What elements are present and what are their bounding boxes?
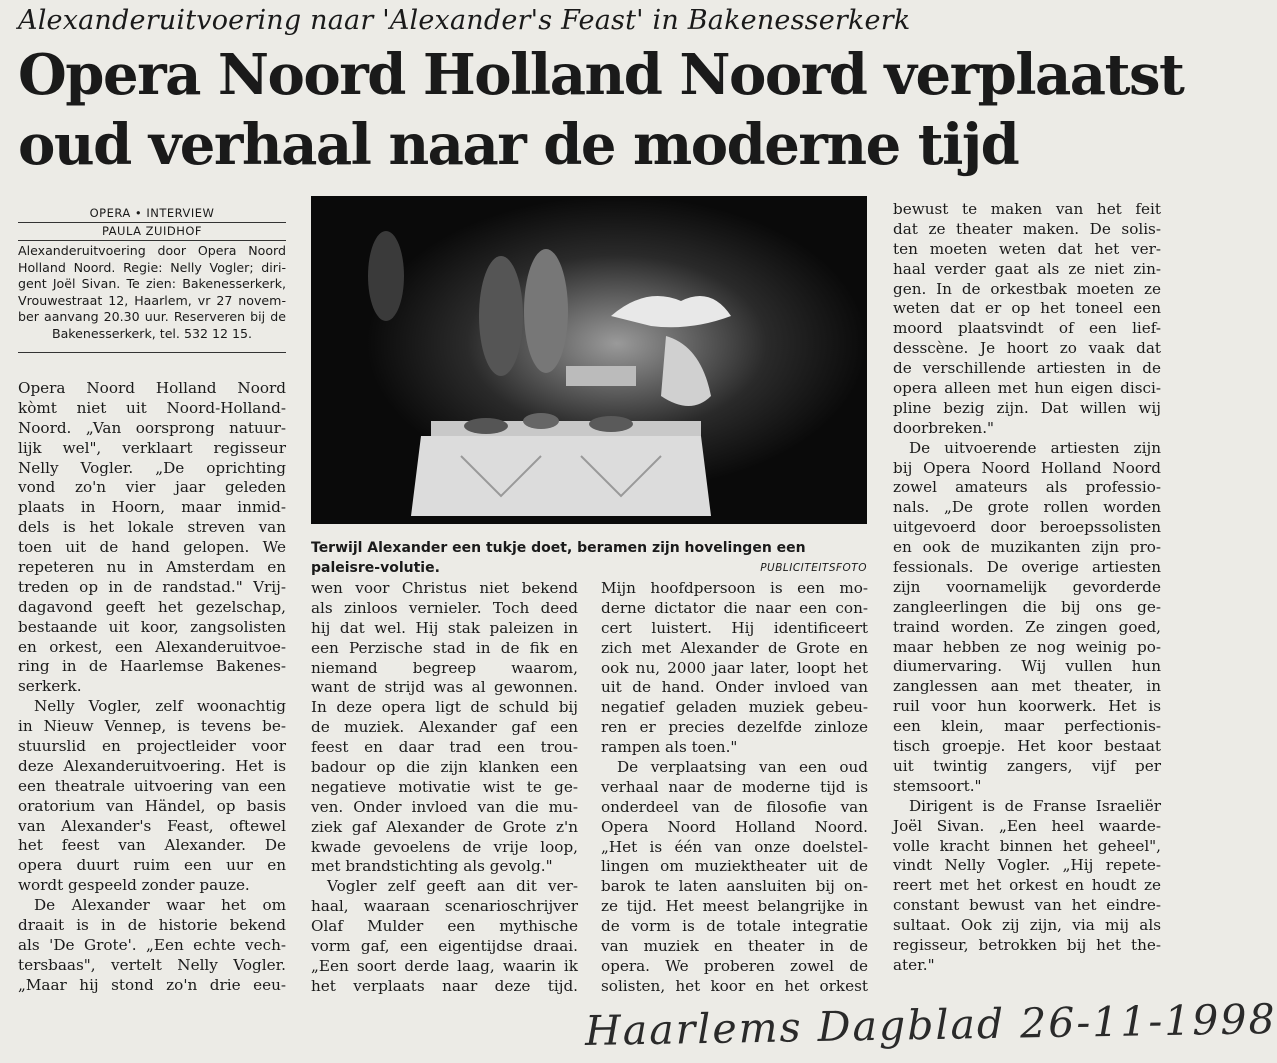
text-line: haal, waaraan scenarioschrijver (311, 897, 578, 916)
text-line: Nelly Vogler, zelf woonachtig (34, 697, 286, 716)
text-line: verhaal naar de moderne tijd is (601, 777, 868, 796)
text-line: De Alexander waar het om (34, 896, 286, 915)
text-line: ziek gaf Alexander de Grote z'n (311, 817, 578, 836)
text-line: solisten, het koor en het orkest (601, 976, 868, 995)
text-line: nals. „De grote rollen worden (893, 498, 1161, 517)
text-line: toen uit de hand gelopen. We (18, 538, 286, 557)
text-line: rampen als toen." (601, 738, 738, 757)
text-line: bewust te maken van het feit (893, 200, 1161, 218)
text-line: fessionals. De overige artiesten (893, 558, 1161, 577)
text-line: plaats in Hoorn, maar inmid- (18, 498, 286, 517)
article-column-2 (311, 579, 578, 997)
info-line: Alexanderuitvoering door Opera Noord (18, 243, 286, 258)
text-line: het feest van Alexander. De (18, 836, 286, 855)
text-line: dagavond geeft het gezelschap, (18, 597, 286, 616)
text-line: want de strijd was al gewonnen. (311, 678, 578, 697)
text-line: zowel amateurs als professio- (893, 478, 1161, 497)
text-line: treden op in de randstad." Vrij- (18, 577, 286, 596)
headline-line-1: Opera Noord Holland Noord verplaatst (18, 42, 1184, 108)
article-column-3 (601, 579, 868, 997)
text-line: en orkest, een Alexanderuitvoe- (18, 637, 286, 656)
handwritten-source-note: Haarlems Dagblad 26-11-1998 (584, 994, 1277, 1056)
text-line: De verplaatsing van een oud (617, 758, 868, 777)
text-line: „Het is één van onze doelstel- (601, 837, 868, 856)
text-line: ook nu, 2000 jaar later, loopt het (601, 658, 868, 677)
kicker-line: Alexanderuitvoering naar 'Alexander's Feast' in Bakenesserkerk (18, 5, 911, 36)
text-line: wen voor Christus niet bekend (311, 579, 578, 597)
text-line: kòmt niet uit Noord-Holland- (18, 398, 286, 417)
infobox-top-divider (18, 240, 286, 241)
text-line: Nelly Vogler. „De oprichting (18, 458, 286, 477)
text-line: dels is het lokale streven van (18, 518, 286, 537)
text-line: bestaande uit koor, zangsolisten (18, 617, 286, 636)
info-box (18, 243, 286, 342)
text-line: ruil voor hun koorwerk. Het is (893, 697, 1161, 716)
text-line: oratorium van Händel, op basis (18, 796, 286, 815)
article-column-4 (893, 200, 1161, 976)
text-line: ater." (893, 955, 935, 974)
text-line: repeteren nu in Amsterdam en (18, 558, 286, 577)
text-line: regisseur, betrokken bij het the- (893, 935, 1161, 954)
text-line: reert met het orkest en houdt ze (893, 876, 1161, 895)
text-line: serkerk. (18, 677, 82, 696)
text-line: opera duurt ruim een uur en (18, 856, 286, 875)
text-line: constant bewust van het eindre- (893, 896, 1161, 915)
text-line: pline bezig zijn. Dat willen wij (893, 398, 1161, 417)
text-line: stuurslid en projectleider voor (18, 737, 286, 756)
text-line: ren er precies dezelfde zinloze (601, 718, 868, 737)
text-line: lingen om muziektheater uit de (601, 857, 868, 876)
text-line: negatieve motivatie wist te ge- (311, 777, 578, 796)
text-line: derne dictator die naar een con- (601, 598, 868, 617)
text-line: ten moeten weten dat het ver- (893, 239, 1161, 258)
text-line: badour op die zijn klanken een (311, 758, 578, 777)
text-line: Opera Noord Holland Noord. (601, 817, 868, 836)
text-line: kwade gevoelens de vrije loop, (311, 837, 578, 856)
text-line: diumervaring. Wij vullen hun (893, 657, 1161, 676)
text-line: draait is in de historie bekend (18, 916, 286, 935)
photo-caption: Terwijl Alexander een tukje doet, beramen zijn hovelingen een paleisre-volutie. (311, 540, 806, 576)
text-line: Olaf Mulder een mythische (311, 917, 578, 936)
text-line: vindt Nelly Vogler. „Hij repete- (893, 856, 1161, 875)
text-line: in Nieuw Vennep, is tevens be- (18, 717, 286, 736)
text-line: doorbreken." (893, 418, 995, 437)
credit-divider (18, 222, 286, 223)
article-column-1 (18, 379, 286, 996)
text-line: feest en daar trad een trou- (311, 738, 578, 757)
info-line: Vrouwestraat 12, Haarlem, vr 27 novem- (18, 292, 286, 308)
text-line: tersbaas", vertelt Nelly Vogler. (18, 955, 286, 974)
stage-photo (311, 196, 867, 524)
text-line: de verschillende artiesten in de (893, 359, 1161, 378)
text-line: Opera Noord Holland Noord (18, 379, 286, 397)
text-line: Vogler zelf geeft aan dit ver- (327, 877, 578, 896)
text-line: stemsoort." (893, 776, 982, 795)
text-line: ring in de Haarlemse Bakenes- (18, 657, 286, 676)
text-line: een klein, maar perfectionis- (893, 717, 1161, 736)
text-line: traind worden. Ze zingen goed, (893, 617, 1161, 636)
info-line: Holland Noord. Regie: Nelly Vogler; diri- (18, 259, 286, 275)
text-line: Noord. „Van oorsprong natuur- (18, 418, 286, 437)
author-byline: PAULA ZUIDHOF (101, 224, 203, 238)
text-line: „Een soort derde laag, waarin ik (311, 956, 578, 975)
text-line: zanglessen aan met theater, in (893, 677, 1161, 696)
text-line: barok te laten aansluiten bij on- (601, 877, 868, 896)
text-line: wordt gespeeld zonder pauze. (18, 876, 250, 895)
text-line: van muziek en theater in de (601, 937, 868, 956)
text-line: Joël Sivan. „Een heel waarde- (893, 816, 1161, 835)
text-line: haal verder gaat als ze niet zin- (893, 259, 1161, 278)
text-line: als 'De Grote'. „Een echte vech- (18, 935, 286, 954)
text-line: uit de hand. Onder invloed van (601, 678, 868, 697)
infobox-bottom-divider (18, 352, 286, 353)
text-line: een theatrale uitvoering van een (18, 776, 286, 795)
text-line: sultaat. Ook zij zijn, via mij als (893, 916, 1161, 935)
text-line: niemand begreep waarom, (311, 658, 578, 677)
photo-credit: PUBLICITEITSFOTO (760, 562, 867, 574)
text-line: vorm gaf, een eigentijdse draai. (311, 937, 578, 956)
text-line: zangleerlingen die bij ons ge- (893, 597, 1161, 616)
text-line: desscène. Je hoort zo vaak dat (893, 339, 1161, 358)
info-line: Bakenesserkerk, tel. 532 12 15. (51, 325, 253, 341)
text-line: de muziek. Alexander gaf een (311, 718, 578, 737)
text-line: Mijn hoofdpersoon is een mo- (601, 579, 868, 597)
text-line: het verplaats naar deze tijd. (311, 976, 578, 995)
text-line: als zinloos vernieler. Toch deed (311, 598, 578, 617)
text-line: deze Alexanderuitvoering. Het is (18, 756, 286, 775)
text-line: negatief geladen muziek gebeu- (601, 698, 868, 717)
section-label: OPERA • INTERVIEW (89, 206, 215, 220)
text-line: bij Opera Noord Holland Noord (893, 458, 1161, 477)
text-line: zijn voornamelijk gevorderde (893, 577, 1161, 596)
text-line: In deze opera ligt de schuld bij (311, 698, 578, 717)
text-line: en ook de muzikanten zijn pro- (893, 538, 1161, 557)
text-line: de vorm is de totale integratie (601, 917, 868, 936)
text-line: weten dat er op het toneel een (893, 299, 1161, 318)
text-line: tisch groepje. Het koor bestaat (893, 737, 1161, 756)
text-line: ze tijd. Het meest belangrijke in (601, 897, 868, 916)
text-line: gen. In de orkestbak moeten ze (893, 279, 1161, 298)
text-line: ven. Onder invloed van die mu- (311, 797, 578, 816)
text-line: opera. We proberen zowel de (601, 956, 868, 975)
text-line: zich met Alexander de Grote en (601, 638, 868, 657)
info-line: gent Joël Sivan. Te zien: Bakenesserkerk, (18, 276, 286, 291)
text-line: van Alexander's Feast, oftewel (18, 816, 286, 835)
headline (18, 40, 1184, 180)
text-line: vond zo'n vier jaar geleden (18, 478, 286, 497)
text-line: met brandstichting als gevolg." (311, 857, 553, 876)
text-line: een Perzische stad in de fik en (311, 638, 578, 657)
text-line: cert luistert. Hij identificeert (601, 618, 868, 637)
text-line: opera alleen met hun eigen disci- (893, 379, 1161, 398)
text-line: onderdeel van de filosofie van (601, 797, 868, 816)
text-line: moord plaatsvindt of een lief- (893, 319, 1161, 338)
text-line: dat ze theater maken. De solis- (893, 219, 1161, 238)
stage-photo-illustration (311, 196, 867, 524)
info-line: ber aanvang 20.30 uur. Reserveren bij de (18, 309, 286, 324)
text-line: hij dat wel. Hij stak paleizen in (311, 618, 578, 637)
text-line: uitgevoerd door beroepssolisten (893, 518, 1161, 537)
headline-line-2: oud verhaal naar de moderne tijd (18, 112, 1019, 178)
text-line: lijk wel", verklaart regisseur (18, 438, 286, 457)
text-line: maar hebben ze nog weinig po- (893, 637, 1161, 656)
text-line: „Maar hij stond zo'n drie eeu- (18, 975, 286, 994)
text-line: uit twintig zangers, vijf per (893, 756, 1161, 775)
text-line: volle kracht binnen het geheel", (893, 836, 1161, 855)
text-line: De uitvoerende artiesten zijn (909, 438, 1161, 457)
text-line: Dirigent is de Franse Israeliër (909, 796, 1161, 815)
